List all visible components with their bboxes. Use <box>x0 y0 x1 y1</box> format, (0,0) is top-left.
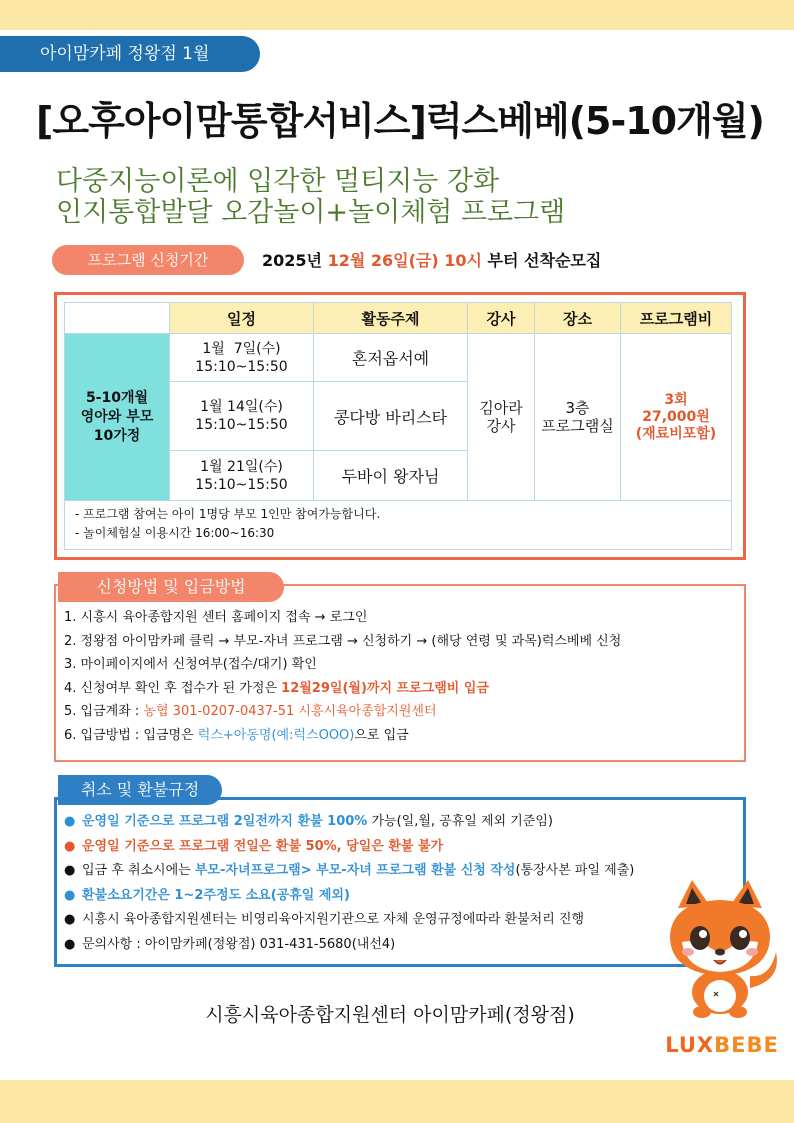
row-2-topic: 콩다방 바리스타 <box>313 381 468 451</box>
period-suffix: 부터 선착순모집 <box>487 251 602 270</box>
period-date: 12월 26일(금) 10시 <box>327 251 482 270</box>
instructor-cell <box>467 333 535 501</box>
place-floor: 3층 <box>565 399 590 417</box>
header-instructor: 강사 <box>467 302 535 334</box>
target-who: 영아와 부모 <box>80 408 154 425</box>
subtitle <box>56 166 565 228</box>
row-3-time: 15:10~15:50 <box>195 476 288 493</box>
bullet-icon: ● <box>64 814 76 829</box>
fee-cell <box>620 333 732 501</box>
row-1-topic: 혼저옵서예 <box>313 333 468 382</box>
bullet-icon: ● <box>64 912 76 927</box>
bullet-icon: ● <box>64 887 76 903</box>
note-1: - 프로그램 참여는 아이 1명당 부모 1인만 참여가능합니다. <box>75 507 381 521</box>
table-row-3-date <box>169 450 314 501</box>
apply-step-2: 2. 정왕점 아이맘카페 클릭 → 부모-자녀 프로그램 → 신청하기 → (해당 연령 및 과목)럭스베베 신청 <box>64 633 622 649</box>
table-row-1-date <box>169 333 314 382</box>
apply-step-6-text: 6. 입금방법 : 입금명은 <box>64 727 198 743</box>
apply-step-4-deadline: 12월29일(월)까지 프로그램비 입금 <box>281 680 489 696</box>
row-2-time: 15:10~15:50 <box>195 417 288 433</box>
top-band <box>0 0 794 30</box>
refund-rule-1-highlight: 운영일 기준으로 프로그램 2일전까지 환불 100% <box>82 814 368 829</box>
apply-step-5-text: 5. 입금계좌 : <box>64 704 144 719</box>
contact-info: 문의사항 : 아이맘카페(정왕점) 031-431-5680(내선4) <box>82 936 396 952</box>
header-topic: 활동주제 <box>313 302 468 334</box>
logo-lux: LUX <box>665 1033 715 1057</box>
bullet-icon: ● <box>64 863 76 878</box>
refund-rule-3-highlight: 부모-자녀프로그램> 부모-자녀 프로그램 환불 신청 작성 <box>194 863 516 878</box>
footer-organization: 시흥시육아종합지원센터 아이맘카페(정왕점) <box>205 1004 575 1026</box>
target-group <box>64 333 170 501</box>
bullet-icon: ● <box>64 936 76 952</box>
refund-rule-3 <box>64 859 634 884</box>
header-empty <box>64 302 170 334</box>
refund-rule-1 <box>64 810 634 835</box>
refund-rule-4 <box>64 884 634 909</box>
period-year: 2025년 <box>262 251 322 270</box>
table-notes <box>64 500 732 550</box>
target-count: 10가정 <box>93 427 141 444</box>
logo-bebe: BEBE <box>714 1033 779 1057</box>
fee-note: (재료비포함) <box>635 425 717 442</box>
refund-rules <box>64 810 634 957</box>
luxbebe-logo <box>664 1030 780 1060</box>
instructor-name: 김아라 <box>479 399 523 417</box>
apply-step-5 <box>64 700 621 724</box>
instructor-title: 강사 <box>486 417 516 435</box>
refund-rule-2 <box>64 835 634 860</box>
row-3-date: 1월 21일(수) <box>200 458 283 475</box>
header-fee: 프로그램비 <box>620 302 732 334</box>
period-text <box>262 248 601 271</box>
header-schedule: 일정 <box>169 302 314 334</box>
refund-rule-5 <box>64 908 634 933</box>
period-label: 프로그램 신청기간 <box>52 245 244 275</box>
deposit-name-format: 럭스+아동명(예:럭스OOO) <box>197 727 355 743</box>
apply-section-label: 신청방법 및 입금방법 <box>58 572 284 602</box>
row-1-date: 1월 7일(수) <box>202 340 281 357</box>
bullet-icon: ● <box>64 838 76 854</box>
bank-account: 농협 301-0207-0437-51 시흥시육아종합지원센터 <box>143 704 437 719</box>
header-place: 장소 <box>534 302 621 334</box>
page-title: [오후아이맘통합서비스]럭스베베(5-10개월) <box>36 99 764 143</box>
note-2: - 놀이체험실 이용시간 16:00~16:30 <box>75 526 275 540</box>
apply-steps <box>64 606 621 747</box>
row-2-date: 1월 14일(수) <box>200 399 283 415</box>
target-age: 5-10개월 <box>85 389 149 406</box>
row-1-time: 15:10~15:50 <box>195 358 288 375</box>
subtitle-line-2: 인지통합발달 오감놀이+놀이체험 프로그램 <box>56 197 566 228</box>
row-3-topic: 두바이 왕자님 <box>313 450 468 501</box>
apply-step-6 <box>64 724 621 748</box>
place-cell <box>534 333 621 501</box>
place-room: 프로그램실 <box>541 417 614 435</box>
subtitle-line-1: 다중지능이론에 입각한 멀티지능 강화 <box>56 166 500 197</box>
branch-tag: 아이맘카페 정왕점 1월 <box>0 36 260 72</box>
refund-rule-2-text: 운영일 기준으로 프로그램 전일은 환불 50%, 당일은 환불 불가 <box>82 838 444 854</box>
refund-section-label: 취소 및 환불규정 <box>58 775 222 805</box>
table-row-2-date <box>169 381 314 451</box>
refund-rule-3-text: 입금 후 취소시에는 <box>82 863 195 878</box>
fox-mascot-icon <box>658 880 784 1020</box>
apply-step-4 <box>64 677 621 701</box>
apply-step-6-suffix: 으로 입금 <box>354 727 409 743</box>
bottom-band <box>0 1080 794 1123</box>
refund-rule-6 <box>64 933 634 958</box>
refund-rule-4-text: 환불소요기간은 1~2주정도 소요(공휴일 제외) <box>82 887 350 903</box>
refund-rule-3-suffix: (통장사본 파일 제출) <box>515 863 635 878</box>
apply-step-1: 1. 시흥시 육아종합지원 센터 홈페이지 접속 → 로그인 <box>64 610 368 625</box>
fee-amount: 27,000원 <box>642 408 710 425</box>
apply-step-4-text: 4. 신청여부 확인 후 접수가 된 가정은 <box>64 680 282 696</box>
apply-step-3: 3. 마이페이지에서 신청여부(접수/대기) 확인 <box>64 657 317 672</box>
fee-sessions: 3회 <box>664 391 688 408</box>
refund-rule-5-text: 시흥시 육아종합지원센터는 비영리육아지원기관으로 자체 운영규정에따라 환불처리 진행 <box>82 912 584 927</box>
refund-rule-1-text: 가능(일,월, 공휴일 제외 기준임) <box>367 814 553 829</box>
